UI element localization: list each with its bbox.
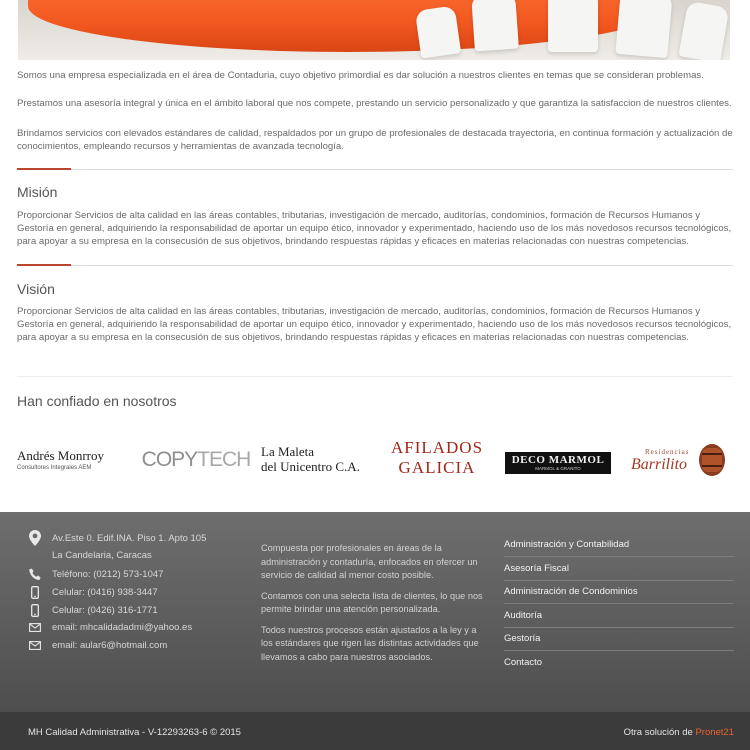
- envelope-icon: [28, 641, 42, 650]
- logo-deco-marmol[interactable]: [505, 452, 611, 474]
- contact-cell-1: [28, 586, 158, 599]
- vision-heading: Visión: [17, 281, 55, 297]
- logo-afilados-line1: AFILADOS: [390, 438, 484, 457]
- divider: [17, 376, 733, 377]
- copyright-text: MH Calidad Administrativa - V-12293263-6 © 2015: [28, 727, 241, 738]
- mobile-icon: [28, 604, 42, 617]
- about-paragraph-1: Compuesta por profesionales en áreas de la administración y contaduría, enfocados en ofercer un servicio de calidad al menor costo posible.: [261, 543, 478, 580]
- logo-barrilito-name: Barrilito: [631, 456, 688, 473]
- logo-andres-name: Andrés Monrroy: [17, 448, 105, 463]
- logo-deco-sub: MARMOL & GRANITO: [535, 466, 581, 471]
- intro-paragraph-3: Brindamos servicios con elevados estándares de calidad, respaldados por un grupo de profesionales de destacada trayectoria, en continua formación y actualización de conocimientos, empleando recursos y herramientas de avanzada tecnología.: [17, 128, 733, 152]
- credit: [624, 727, 734, 738]
- cell-1-text: Celular: (0416) 938-3447: [52, 587, 158, 598]
- footer-link-asesoria-fiscal[interactable]: Asesoría Fiscal: [504, 563, 734, 581]
- vision-text: Proporcionar Servicios de alta calidad en las áreas contables, tributarias, investigación de mercado, auditorías, condominios, formación de Recursos Humanos y Gestoría en general, adquiriendo la responsabilidad de aportar un equipo ético, innovador y experimentado, haciendo uso de los más novedosos recursos tecnológicos, para apoyar a su empresa en la consecusión de sus objetivos, brindando respuestas rápidas y eficaces en materias relacionadas con nuestras competencias.: [17, 306, 732, 343]
- hero-image: [18, 0, 730, 60]
- footer-link-contacto[interactable]: Contacto: [504, 657, 543, 668]
- cell-2-text: Celular: (0426) 316-1771: [52, 605, 158, 616]
- contact-address-2: [28, 550, 152, 561]
- barrel-icon: [697, 442, 727, 478]
- divider-accent: [17, 168, 71, 170]
- logo-maleta-line2: del Unicentro C.A.: [261, 459, 360, 474]
- footer-link-gestoria[interactable]: Gestoría: [504, 633, 734, 651]
- logo-barrilito-top: Residencias: [645, 448, 690, 456]
- logo-andres-monrroy[interactable]: [17, 448, 127, 471]
- logo-afilados-galicia[interactable]: [387, 438, 487, 478]
- logo-barrilito[interactable]: [629, 442, 733, 482]
- mision-heading: Misión: [17, 184, 58, 200]
- about-paragraph-2: Contamos con una selecta lista de clientes, lo que nos permite brindar una atención personalizada.: [261, 590, 483, 614]
- logo-deco-name: DECO MARMOL: [511, 454, 605, 466]
- logo-copytech[interactable]: [141, 448, 251, 472]
- credit-link-pronet21[interactable]: Pronet21: [695, 727, 734, 738]
- mobile-icon: [28, 586, 42, 599]
- phone-text: Teléfono: (0212) 573-1047: [52, 569, 164, 580]
- divider-accent: [17, 264, 71, 266]
- divider: [17, 169, 733, 170]
- address-line-1: Av.Este 0. Edif.INA. Piso 1. Apto 105: [52, 532, 207, 544]
- contact-cell-2: [28, 604, 158, 617]
- logo-maleta-line1: La Maleta: [261, 444, 315, 459]
- logo-la-maleta[interactable]: [261, 444, 381, 474]
- credit-prefix: Otra solución de: [623, 727, 693, 738]
- logo-copytech-part1: COPY: [141, 448, 198, 471]
- logo-copytech-part2: TECH: [197, 448, 251, 471]
- envelope-icon: [28, 623, 42, 632]
- intro-paragraph-1: Somos una empresa especializada en el área de Contaduria, cuyo objetivo primordial es dar solución a nuestros clientes en temas que se consideran problemas.: [17, 70, 704, 81]
- footer-link-administracion[interactable]: Administración y Contabilidad: [504, 539, 734, 557]
- contact-address: [28, 530, 206, 546]
- clients-heading: Han confiado en nosotros: [17, 393, 177, 409]
- logo-afilados-line2: GALICIA: [398, 458, 476, 477]
- contact-email-2[interactable]: [28, 640, 167, 651]
- bottom-bar: [0, 712, 750, 750]
- phone-icon: [28, 568, 42, 581]
- about-paragraph-3: Todos nuestros procesos están ajustados a la ley y a los estándares que rigen las distintas actividades que llevamos a cabo para nuestros asociados.: [261, 624, 479, 662]
- client-logos: [17, 438, 733, 486]
- address-line-2: La Candelaria, Caracas: [52, 550, 152, 561]
- divider: [17, 265, 733, 266]
- mision-text: Proporcionar Servicios de alta calidad en las áreas contables, tributarias, investigación de mercado, auditorías, condominios, formación de Recursos Humanos y Gestoría en general, adquiriendo la responsabilidad de aportar un equipo ético, innovador y experimentado, haciendo uso de los más novedosos recursos tecnológicos, para apoyar a su empresa en la consecusión de sus objetivos, brindando respuestas rápidas y eficaces en materias relacionadas con nuestras competencias.: [17, 210, 732, 247]
- footer: [0, 512, 750, 712]
- intro-paragraph-2: Prestamos una asesoría integral y única en el ámbito laboral que nos compete, prestando un servicio personalizado y que garantiza la satisfaccion de nuestros clientes.: [17, 98, 732, 109]
- footer-link-condominios[interactable]: Administración de Condominios: [504, 586, 734, 604]
- footer-about: [261, 542, 489, 664]
- contact-phone: [28, 568, 163, 581]
- email-1-text: email: mhcalidadadmi@yahoo.es: [52, 622, 193, 633]
- logo-andres-sub: Consultores Integrales AEM: [17, 465, 92, 471]
- email-2-text: email: aular6@hotmail.com: [52, 640, 168, 651]
- footer-link-auditoria[interactable]: Auditoría: [504, 610, 734, 628]
- map-pin-icon: [28, 530, 42, 546]
- contact-email-1[interactable]: [28, 622, 192, 633]
